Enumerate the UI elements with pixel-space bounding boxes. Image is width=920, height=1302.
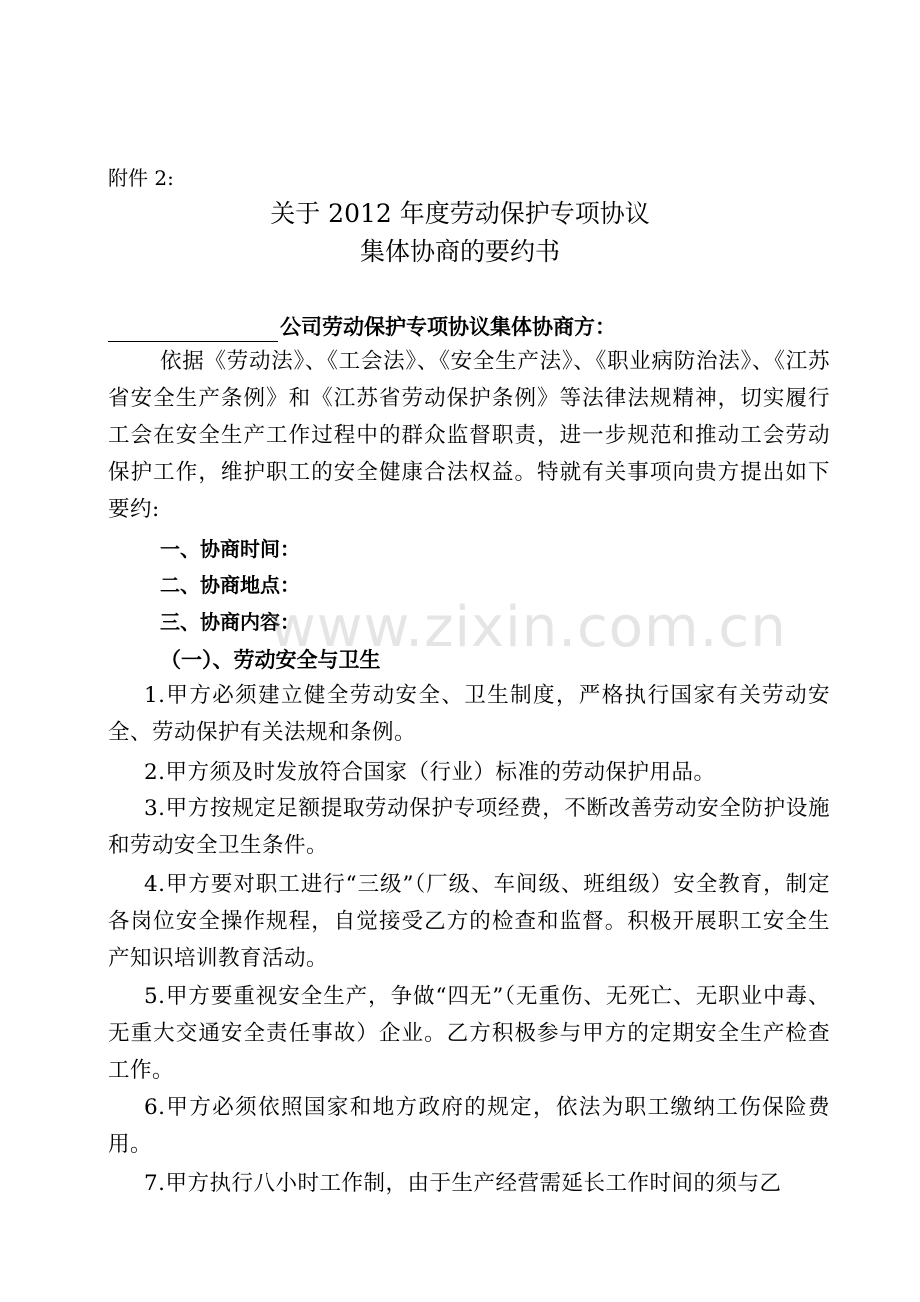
item-1: 1.甲方必须建立健全劳动安全、卫生制度，严格执行国家有关劳动安全、劳动保护有关法规和条例。 bbox=[108, 683, 830, 745]
addressee-suffix: 公司劳动保护专项协议集体协商方： bbox=[280, 315, 616, 339]
item-5: 5.甲方要重视安全生产，争做“四无”（无重伤、无死亡、无职业中毒、无重大交通安全责任事故）企业。乙方积极参与甲方的定期安全生产检查工作。 bbox=[108, 984, 830, 1083]
intro-paragraph: 依据《劳动法》、《工会法》、《安全生产法》、《职业病防治法》、《江苏省安全生产条例》和《江苏省劳动保护条例》等法律法规精神，切实履行工会在安全生产工作过程中的群众监督职责，进一步规范和推动工会劳动保护工作，维护职工的安全健康合法权益。特就有关事项向贵方提出如下要约: bbox=[108, 349, 830, 522]
heading-negotiation-time: 一、协商时间： bbox=[160, 537, 300, 561]
heading-negotiation-place: 二、协商地点： bbox=[160, 573, 300, 597]
addressee-line bbox=[108, 312, 616, 342]
company-name-blank bbox=[108, 319, 278, 342]
document-title-line-2: 集体协商的要约书 bbox=[359, 237, 560, 266]
item-6: 6.甲方必须依照国家和地方政府的规定，依法为职工缴纳工伤保险费用。 bbox=[108, 1095, 830, 1157]
document-title-line-1: 关于 2012 年度劳动保护专项协议 bbox=[270, 199, 650, 228]
attachment-label: 附件 2: bbox=[108, 166, 174, 190]
item-3: 3.甲方按规定足额提取劳动保护专项经费，不断改善劳动安全防护设施和劳动安全卫生条件。 bbox=[108, 796, 830, 858]
item-2: 2.甲方须及时发放符合国家（行业）标准的劳动保护用品。 bbox=[144, 760, 716, 785]
item-4: 4.甲方要对职工进行“三级”（厂级、车间级、班组级）安全教育，制定各岗位安全操作规程，自觉接受乙方的检查和监督。积极开展职工安全生产知识培训教育活动。 bbox=[108, 872, 830, 971]
item-7: 7.甲方执行八小时工作制，由于生产经营需延长工作时间的须与乙 bbox=[144, 1171, 782, 1196]
heading-labor-safety-hygiene: （一）、劳动安全与卫生 bbox=[160, 648, 381, 672]
heading-negotiation-content: 三、协商内容： bbox=[160, 610, 300, 634]
site-watermark: www.zixin.com.cn bbox=[270, 595, 787, 660]
